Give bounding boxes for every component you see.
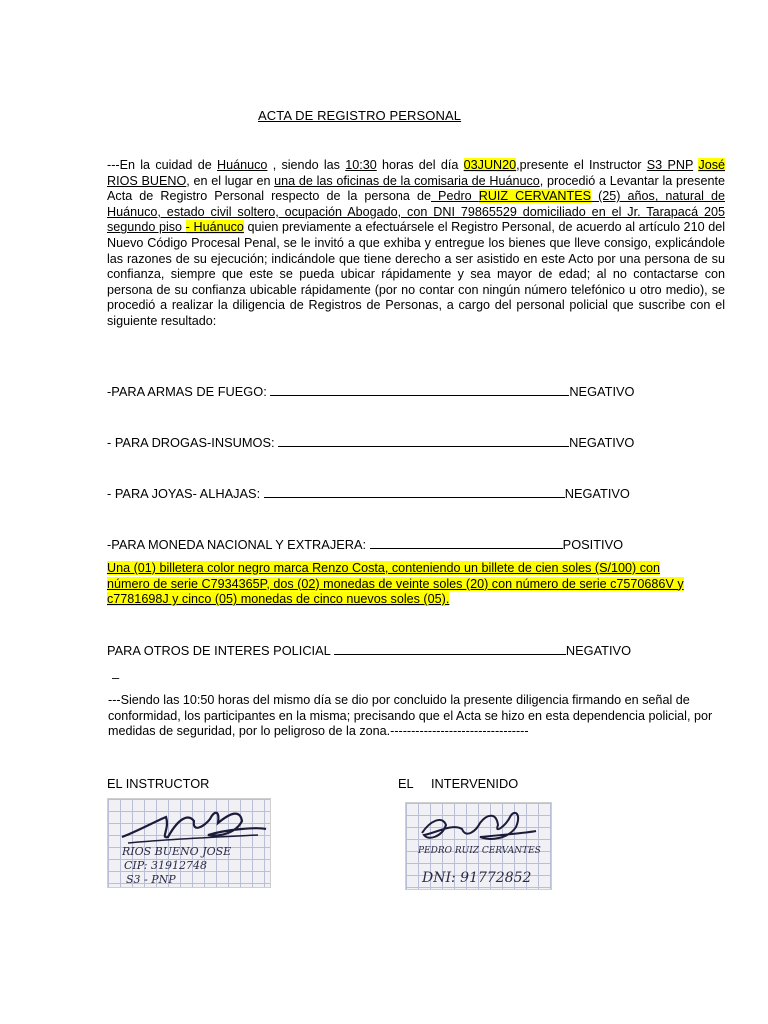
person-first-name: Pedro <box>430 189 479 204</box>
item-blank-line <box>270 384 569 396</box>
intervenido-dni-handwritten: DNI: 91772852 <box>422 870 532 886</box>
item-armas <box>107 384 635 399</box>
place: una de las oficinas de la comisaria de Huánuco <box>274 173 540 188</box>
item-moneda <box>107 537 623 552</box>
instructor-label: EL INSTRUCTOR <box>107 776 210 791</box>
item-blank-line <box>278 435 569 447</box>
item-result: NEGATIVO <box>569 384 635 399</box>
item-result: POSITIVO <box>562 537 624 552</box>
item-joyas <box>107 486 630 501</box>
item-result: NEGATIVO <box>564 486 630 501</box>
item-result: NEGATIVO <box>569 435 635 450</box>
intervenido-signature-image <box>405 802 552 890</box>
item-label: - PARA JOYAS- ALHAJAS: <box>107 486 264 501</box>
item-blank-line <box>334 643 566 655</box>
item-label: -PARA MONEDA NACIONAL Y EXTRAJERA: <box>107 537 370 552</box>
item-blank-line <box>264 486 565 498</box>
dash-mark: – <box>112 670 120 685</box>
time: 10:30 <box>345 158 377 172</box>
intro-text: ,presente el Instructor <box>516 158 647 172</box>
item-label: - PARA DROGAS-INSUMOS: <box>107 435 279 450</box>
intro-text: , siendo las <box>267 158 346 172</box>
instructor-surname: RIOS BUENO <box>107 173 187 188</box>
moneda-description <box>107 561 697 608</box>
instructor-rank-handwritten: S3 - PNP <box>126 873 176 886</box>
item-label: PARA OTROS DE INTERES POLICIAL <box>107 643 334 658</box>
intervenido-name-handwritten: PEDRO RUIZ CERVANTES <box>418 846 541 856</box>
moneda-description-text: Una (01) billetera color negro marca Renzo Costa, conteniendo un billete de cien soles (S/100) con número de serie C7934365P, dos (02) monedas de veinte soles (20) con número de serie c7570686V y c7781698J y cinco (05) monedas de cinco nuevos soles (05). <box>107 561 684 607</box>
item-otros <box>107 643 631 658</box>
instructor-first-name: José <box>698 158 726 172</box>
item-label: -PARA ARMAS DE FUEGO: <box>107 384 271 399</box>
intro-text: , procedió a Levantar la presente Acta de Registro Personal respecto de la persona de <box>107 173 725 204</box>
document-title: ACTA DE REGISTRO PERSONAL <box>258 108 462 123</box>
date: 03JUN20 <box>463 158 517 172</box>
intro-text: ---En la cuidad de <box>107 158 217 172</box>
instructor-signature-drawing <box>108 799 270 887</box>
intervenido-signature-drawing <box>406 803 551 889</box>
intro-text: , en el lugar en <box>186 173 275 188</box>
item-blank-line <box>370 537 563 549</box>
instructor-cip-handwritten: CIP: 31912748 <box>124 859 207 872</box>
person-surname: RUIZ CERVANTES <box>478 189 591 204</box>
instructor-name-handwritten: RIOS BUENO JOSE <box>122 845 232 858</box>
intervenido-label: EL INTERVENIDO <box>398 776 519 791</box>
intro-text: horas del día <box>376 158 464 172</box>
city: Huánuco <box>217 158 268 172</box>
address-city: - Huánuco <box>185 220 244 235</box>
instructor-rank: S3 PNP <box>646 158 694 172</box>
item-drogas <box>107 435 634 450</box>
closing-paragraph: ---Siendo las 10:50 horas del mismo día se dio por concluido la presente diligencia firmando en señal de conformidad, los participantes en la misma; precisando que el Acta se hizo en esta dependencia policial, por medidas de seguridad, por lo peligroso de la zona.--------------------------------- <box>108 693 713 739</box>
intro-paragraph <box>107 158 725 330</box>
person-details: (25) años, natural de Huánuco, estado civil soltero, ocupación Abogado, con DNI 79865529 domiciliado en el Jr. Tarapacá 205 segundo piso <box>107 189 725 235</box>
instructor-signature-image <box>107 798 271 888</box>
item-result: NEGATIVO <box>565 643 632 658</box>
intro-text: quien previamente a efectuársele el Registro Personal, de acuerdo al artículo 210 del Nuevo Código Procesal Penal, se le invitó a que exhiba y entregue los bienes que lleve consigo, explicándole las razones de su ejecución; indicándole que tiene derecho a ser asistido en este Acto por una persona de su confianza, siempre que este se pueda ubicar rápidamente y sea mayor de edad; al no contactarse con persona de su confianza ubicable rápidamente (por no contar con ningún número telefónico u otro medio), se procedió a realizar la diligencia de Registros de Personas, a cargo del personal policial que suscribe con el siguiente resultado: <box>107 220 725 328</box>
